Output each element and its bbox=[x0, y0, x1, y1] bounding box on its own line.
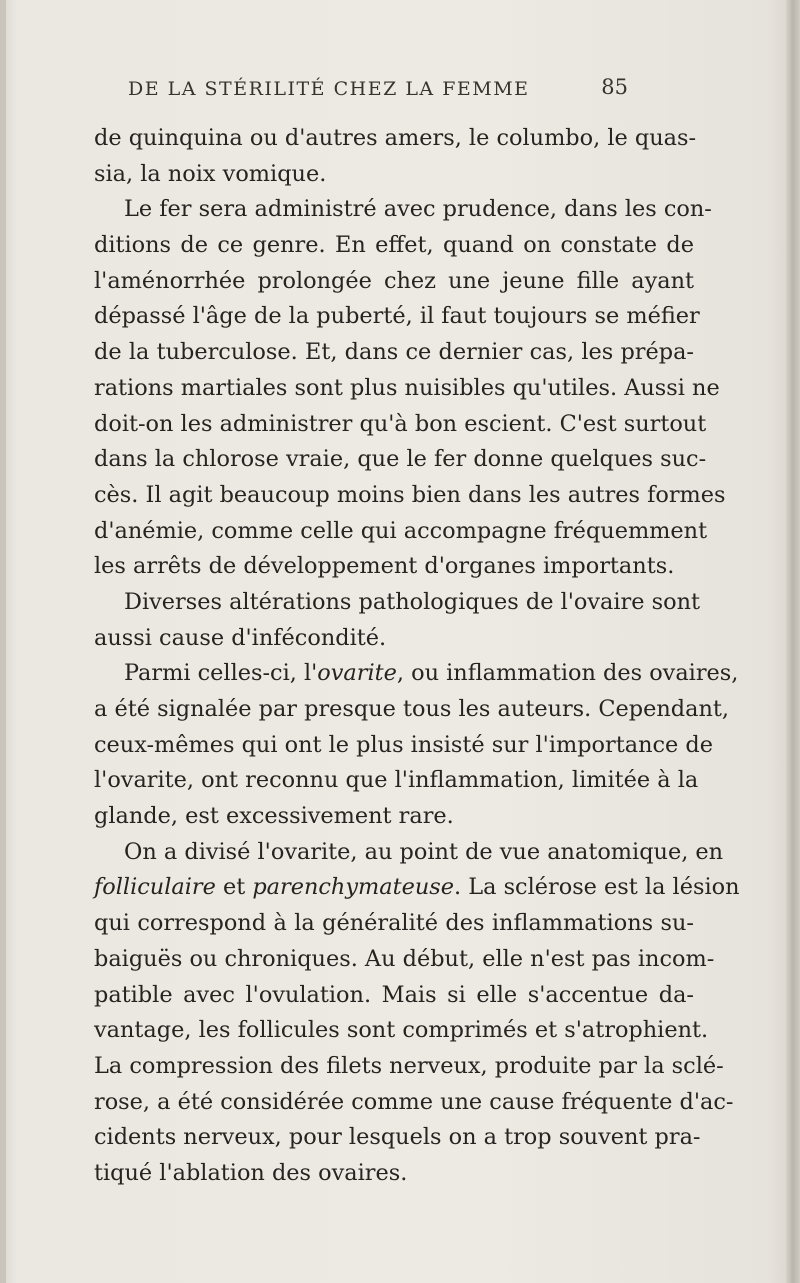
text-segment: . La sclérose est la lésion bbox=[454, 874, 740, 901]
text-line: tiqué l'ablation des ovaires. bbox=[94, 1159, 408, 1186]
text-line: dans la chlorose vraie, que le fer donne quelques suc- bbox=[94, 446, 707, 473]
body-text bbox=[94, 121, 740, 1192]
page-header bbox=[128, 75, 628, 118]
text-line: doit-on les administrer qu'à bon escient. C'est surtout bbox=[94, 410, 707, 437]
text-line: vantage, les follicules sont comprimés et s'atrophient. bbox=[94, 1017, 709, 1044]
text-line: glande, est excessivement rare. bbox=[94, 803, 454, 830]
page-right-edge bbox=[786, 0, 800, 1283]
text-segment: , ou inflammation des ovaires, bbox=[396, 660, 739, 687]
text-line: cès. Il agit beaucoup moins bien dans les autres formes bbox=[94, 481, 726, 508]
text-line: ditions de ce genre. En effet, quand on constate de bbox=[94, 232, 694, 259]
italic-term: folliculaire bbox=[94, 874, 216, 901]
page-left-edge bbox=[0, 0, 6, 1283]
text-line: Le fer sera administré avec prudence, dans les con- bbox=[124, 196, 712, 223]
text-line: a été signalée par presque tous les auteurs. Cependant, bbox=[94, 696, 730, 722]
text-line: ceux-mêmes qui ont le plus insisté sur l'importance de bbox=[94, 731, 713, 758]
text-line: aussi cause d'infécondité. bbox=[94, 624, 387, 651]
text-line: l'ovarite, ont reconnu que l'inflammation, limitée à la bbox=[94, 767, 699, 794]
text-line: les arrêts de développement d'organes importants. bbox=[94, 553, 675, 580]
text-line bbox=[94, 656, 739, 692]
text-line: Diverses altérations pathologiques de l'ovaire sont bbox=[124, 588, 700, 615]
text-line: de quinquina ou d'autres amers, le columbo, le quas- bbox=[94, 125, 697, 151]
text-line: qui correspond à la généralité des inflammations su- bbox=[94, 910, 694, 937]
text-segment: et bbox=[215, 874, 253, 901]
text-line: rations martiales sont plus nuisibles qu'utiles. Aussi ne bbox=[94, 374, 720, 401]
text-segment: Parmi celles-ci, l' bbox=[124, 660, 318, 687]
italic-term: parenchymateuse bbox=[252, 874, 454, 901]
text-line: cidents nerveux, pour lesquels on a trop souvent pra- bbox=[94, 1124, 701, 1151]
text-line: de la tuberculose. Et, dans ce dernier cas, les prépa- bbox=[94, 339, 694, 366]
page-number: 85 bbox=[601, 75, 628, 99]
text-line: On a divisé l'ovarite, au point de vue anatomique, en bbox=[124, 838, 724, 865]
text-line: La compression des filets nerveux, produite par la sclé- bbox=[94, 1052, 724, 1079]
text-line: rose, a été considérée comme une cause fréquente d'ac- bbox=[94, 1088, 734, 1115]
text-line: l'aménorrhée prolongée chez une jeune fille ayant bbox=[94, 267, 694, 294]
italic-term: ovarite bbox=[317, 660, 397, 687]
text-line bbox=[94, 870, 740, 906]
text-line: patible avec l'ovulation. Mais si elle s'accentue da- bbox=[94, 981, 694, 1008]
text-line: baiguës ou chroniques. Au début, elle n'est pas incom- bbox=[94, 945, 715, 972]
text-line: sia, la noix vomique. bbox=[94, 160, 327, 187]
text-line: dépassé l'âge de la puberté, il faut toujours se méfier bbox=[94, 303, 700, 330]
running-title: DE LA STÉRILITÉ CHEZ LA FEMME bbox=[128, 78, 530, 100]
text-line: d'anémie, comme celle qui accompagne fréquemment bbox=[94, 517, 708, 544]
